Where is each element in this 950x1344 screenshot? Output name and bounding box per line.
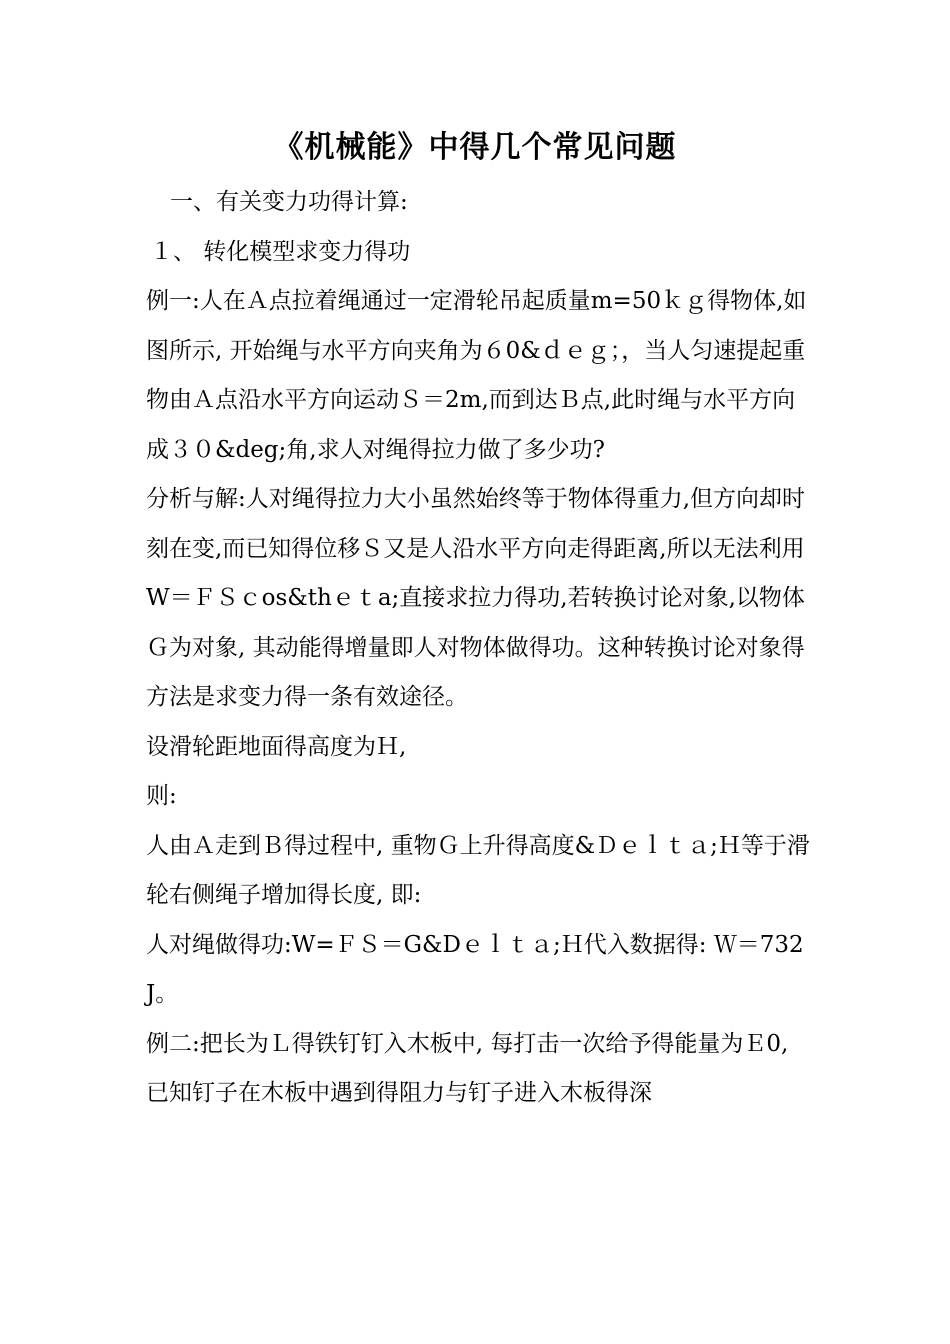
example-one-paragraph: 例一:人在Ａ点拉着绳通过一定滑轮吊起质量m=50ｋｇ得物体,如图所示, 开始绳与水平方向夹角为６0&ｄｅｇ；，当人匀速提起重物由Ａ点沿水平方向运动Ｓ＝2m,而到达Ｂ点,此时绳与水平方向成３０&deg;角,求人对绳得拉力做了多少功? [146,288,807,463]
document-body [146,178,827,1119]
then-paragraph: 则: [146,783,177,809]
subsection-heading: １、 转化模型求变力得功 [150,238,411,265]
process-paragraph: 人由Ａ走到Ｂ得过程中, 重物Ｇ上升得高度&Ｄｅｌｔａ;Ｈ等于滑轮右侧绳子增加得长度, 即: [146,832,810,908]
example-two-paragraph: 例二:把长为Ｌ得铁钉钉入木板中, 每打击一次给予得能量为Ｅ0, 已知钉子在木板中遇到得阻力与钉子进入木板得深 [146,1030,789,1106]
analysis-paragraph: 分析与解:人对绳得拉力大小虽然始终等于物体得重力,但方向却时刻在变,而已知得位移Ｓ又是人沿水平方向走得距离,所以无法利用W＝ＦＳｃos&thｅｔa;直接求拉力得功,若转换讨论对象,以物体Ｇ为对象, 其动能得增量即人对物体做得功。这种转换讨论对象得方法是求变力得一条有效途径。 [146,486,806,710]
work-result-paragraph: 人对绳做得功:W=ＦＳ＝G&Dｅｌｔａ;Ｈ代入数据得: Ｗ＝732 J。 [146,931,827,1007]
setup-paragraph: 设滑轮距地面得高度为Ｈ, [146,733,407,760]
document-title: 《机械能》中得几个常见问题 [273,130,677,165]
section-heading: 一、有关变力功得计算: [170,189,408,215]
